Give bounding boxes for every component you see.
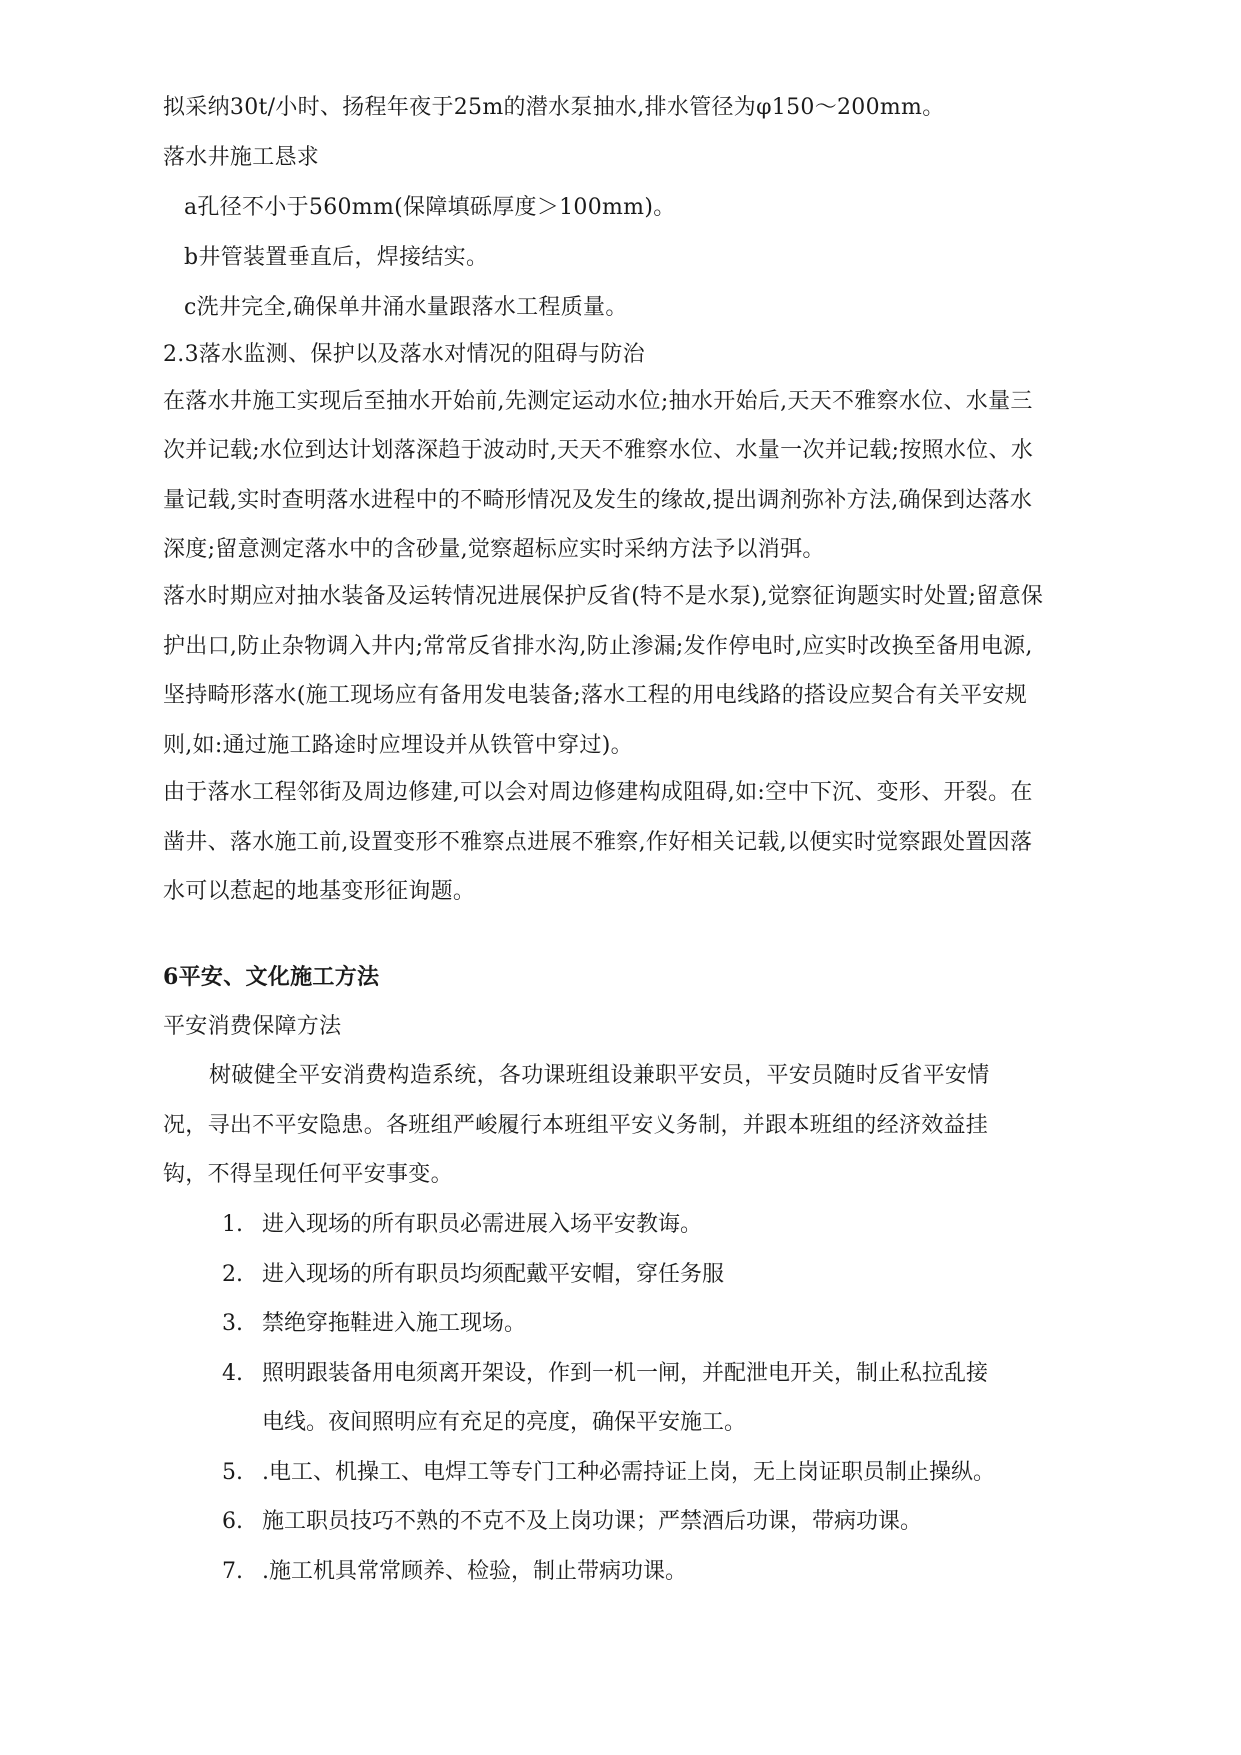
list-item: 照明跟装备用电须离开架设，作到一机一闸，并配泄电开关，制止私拉乱接: [262, 1361, 989, 1386]
list-number: 3.: [222, 1311, 243, 1336]
safety-subheading: 平安消费保障方法: [163, 1014, 342, 1039]
paragraph-line: 钩，不得呈现任何平安事变。: [163, 1162, 453, 1187]
list-item: 禁绝穿拖鞋进入施工现场。: [262, 1311, 527, 1336]
paragraph-line: 坚持畸形落水(施工现场应有备用发电装备;落水工程的用电线路的搭设应契合有关平安规: [163, 683, 1027, 708]
paragraph-line: 落水时期应对抽水装备及运转情况进展保护反省(特不是水泵),觉察征询题实时处置;留意保: [163, 584, 1044, 609]
list-item: 进入现场的所有职员必需进展入场平安教诲。: [262, 1212, 703, 1237]
requirement-b: b井管装置垂直后，焊接结实。: [184, 245, 489, 270]
paragraph-line: 水可以惹起的地基变形征询题。: [163, 879, 476, 904]
list-number: 4.: [222, 1361, 243, 1386]
requirement-a: a孔径不小于560mm(保障填砾厚度＞100mm)。: [184, 195, 676, 220]
well-requirements-title: 落水井施工恳求: [163, 145, 320, 170]
list-number: 7.: [222, 1559, 243, 1584]
section-6-heading: 6平安、文化施工方法: [163, 964, 380, 990]
list-item: 进入现场的所有职员均须配戴平安帽，穿任务服: [262, 1262, 725, 1287]
paragraph-line: 况，寻出不平安隐患。各班组严峻履行本班组平安义务制，并跟本班组的经济效益挂: [163, 1113, 989, 1138]
paragraph-line: 凿井、落水施工前,设置变形不雅察点进展不雅察,作好相关记载,以便实时觉察跟处置因落: [163, 830, 1033, 855]
list-number: 1.: [222, 1212, 243, 1237]
requirement-c: c洗井完全,确保单井涌水量跟落水工程质量。: [184, 295, 628, 320]
paragraph-line: 次并记载;水位到达计划落深趋于波动时,天天不雅察水位、水量一次并记载;按照水位、水: [163, 438, 1034, 463]
paragraph-line: 则,如:通过施工路途时应埋设并从铁管中穿过)。: [163, 733, 633, 758]
list-item: .电工、机操工、电焊工等专门工种必需持证上岗，无上岗证职员制止操纵。: [262, 1460, 995, 1485]
paragraph-line: 树破健全平安消费构造系统，各功课班组设兼职平安员，平安员随时反省平安情: [209, 1063, 990, 1088]
list-number: 6.: [222, 1509, 243, 1534]
list-item-continuation: 电线。夜间照明应有充足的亮度，确保平安施工。: [262, 1410, 747, 1435]
list-item: 施工职员技巧不熟的不克不及上岗功课；严禁酒后功课，带病功课。: [262, 1509, 923, 1534]
paragraph-line: 由于落水工程邻街及周边修建,可以会对周边修建构成阻碍,如:空中下沉、变形、开裂。在: [163, 780, 1033, 805]
paragraph-line: 在落水井施工实现后至抽水开始前,先测定运动水位;抽水开始后,天天不雅察水位、水量三: [163, 389, 1033, 414]
list-number: 5.: [222, 1460, 243, 1485]
list-number: 2.: [222, 1262, 243, 1287]
paragraph-line: 量记载,实时查明落水进程中的不畸形情况及发生的缘故,提出调剂弥补方法,确保到达落水: [163, 488, 1033, 513]
paragraph-line: 深度;留意测定落水中的含砂量,觉察超标应实时采纳方法予以消弭。: [163, 537, 825, 562]
paragraph-line: 护出口,防止杂物调入井内;常常反省排水沟,防止渗漏;发作停电时,应实时改换至备用电源,: [163, 634, 1033, 659]
pump-line: 拟采纳30t/小时、扬程年夜于25m的潜水泵抽水,排水管径为φ150～200mm。: [163, 95, 945, 120]
section-2-3-subheading: 2.3落水监测、保护以及落水对情况的阻碍与防治: [163, 342, 645, 367]
list-item: .施工机具常常顾养、检验，制止带病功课。: [262, 1559, 687, 1584]
